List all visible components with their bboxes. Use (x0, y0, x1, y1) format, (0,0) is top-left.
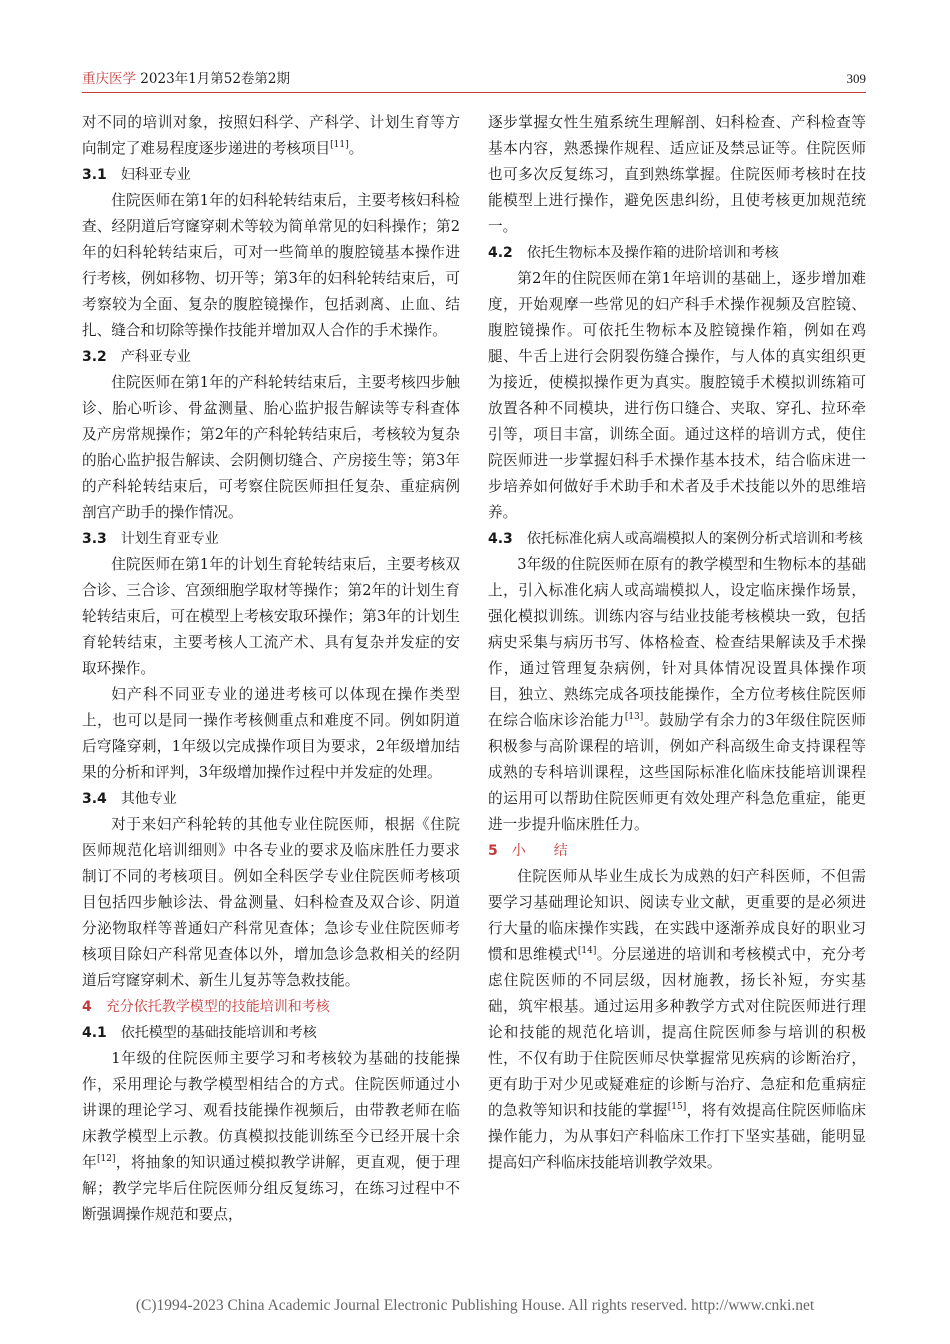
paragraph: 住院医师在第1年的产科轮转结束后，主要考核四步触诊、胎心听诊、骨盆测量、胎心监护报告解读等专科查体及产房常规操作；第2年的产科轮转结束后，考核较为复杂的胎心监护报告解读、会阴侧切缝合、产房接生等；第3年的产科轮转结束后，可考察住院医师担任复杂、重症病例剖宫产助手的操作情况。 (82, 374, 460, 521)
paragraph: 妇产科不同亚专业的递进考核可以体现在操作类型上，也可以是同一操作考核侧重点和难度不同。例如阴道后穹隆穿刺，1年级以完成操作项目为要求，2年级增加结果的分析和评判，3年级增加操作过程中并发症的处理。 (82, 686, 460, 781)
section-heading-3-4: 3.4 其他专业 (82, 791, 177, 807)
citation: [15] (667, 1102, 687, 1112)
paragraph: 住院医师从毕业生成长为成熟的妇产科医师，不但需要学习基础理论知识、阅读专业文献，更重要的是必须进行大量的临床操作实践，在实践中逐渐养成良好的职业习惯和思维模式[14]。分层递进的培训和考核模式中，充分考虑住院医师的不同层级，因材施教，扬长补短，夯实基础，筑牢根基。通过运用多种教学方式对住院医师进行理论和技能的规范化培训，提高住院医师参与培训的积极性，不仅有助于住院医师尽快掌握常见疾病的诊断治疗，更有助于对少见或疑难症的诊断与治疗、急症和危重病症的急救等知识和技能的掌握[15]，将有效提高住院医师临床操作能力，为从事妇产科临床工作打下坚实基础，能明显提高妇产科临床技能培训教学效果。 (488, 868, 866, 1171)
copyright-footer: (C)1994-2023 China Academic Journal Electronic Publishing House. All rights reserved. http://www.cnki.net (135, 1297, 815, 1314)
section-heading-3-2: 3.2 产科亚专业 (82, 349, 191, 365)
page-number: 309 (846, 71, 866, 86)
section-heading-4-3: 4.3 依托标准化病人或高端模拟人的案例分析式培训和考核 (488, 531, 863, 547)
citation: [12] (96, 1154, 116, 1164)
citation: [14] (577, 946, 597, 956)
section-heading-4-2: 4.2 依托生物标本及操作箱的进阶培训和考核 (488, 245, 779, 261)
issue-info: 2023年1月第52卷第2期 (140, 71, 291, 87)
paragraph: 对不同的培训对象，按照妇科学、产科学、计划生育等方向制定了难易程度逐步递进的考核项目[11]。 (82, 114, 460, 157)
section-heading-5: 5 小 结 (488, 843, 568, 859)
paragraph: 住院医师在第1年的计划生育轮转结束后，主要考核双合诊、三合诊、宫颈细胞学取材等操作；第2年的计划生育轮转结束后，可在模型上考核安取环操作；第3年的计划生育轮转结束，主要考核人工流产术、具有复杂并发症的安取环操作。 (82, 556, 460, 677)
journal-name: 重庆医学 (82, 71, 136, 87)
right-column (488, 110, 866, 1176)
paragraph: 对于来妇产科轮转的其他专业住院医师，根据《住院医师规范化培训细则》中各专业的要求及临床胜任力要求制订不同的考核项目。例如全科医学专业住院医师考核项目包括四步触诊法、骨盆测量、妇科检查及双合诊、阴道分泌物取样等普通妇产科常见查体；急诊专业住院医师考核项目除妇产科常见查体以外，增加急诊急救相关的经阴道后穹窿穿刺术、新生儿复苏等急救技能。 (82, 816, 460, 989)
section-heading-4-1: 4.1 依托模型的基础技能培训和考核 (82, 1025, 317, 1041)
left-column (82, 110, 460, 1228)
paragraph: 住院医师在第1年的妇科轮转结束后，主要考核妇科检查、经阴道后穹窿穿刺术等较为简单常见的妇科操作；第2年的妇科轮转结束后，可对一些简单的腹腔镜基本操作进行考核，例如移物、切开等；第3年的妇科轮转结束后，可考察较为全面、复杂的腹腔镜操作，包括剥离、止血、结扎、缝合和切除等操作技能并增加双人合作的手术操作。 (82, 192, 460, 339)
citation: [13] (624, 712, 644, 722)
section-heading-4: 4 充分依托教学模型的技能培训和考核 (82, 999, 330, 1015)
paragraph: 逐步掌握女性生殖系统生理解剖、妇科检查、产科检查等基本内容，熟悉操作规程、适应证及禁忌证等。住院医师也可多次反复练习，直到熟练掌握。住院医师考核时在技能模型上进行操作，避免医患纠纷，且使考核更加规范统一。 (488, 114, 866, 235)
section-heading-3-3: 3.3 计划生育亚专业 (82, 531, 219, 547)
paragraph: 第2年的住院医师在第1年培训的基础上，逐步增加难度，开始观摩一些常见的妇产科手术操作视频及宫腔镜、腹腔镜操作。可依托生物标本及腔镜操作箱，例如在鸡腿、牛舌上进行会阴裂伤缝合操作，与人体的真实组织更为接近，使模拟操作更为真实。腹腔镜手术模拟训练箱可放置各种不同模块，进行伤口缝合、夹取、穿孔、拉环牵引等，项目丰富，训练全面。通过这样的培训方式，使住院医师进一步掌握妇科手术操作基本技术，结合临床进一步培养如何做好手术助手和术者及手术技能以外的思维培养。 (488, 270, 866, 521)
paragraph: 3年级的住院医师在原有的教学模型和生物标本的基础上，引入标准化病人或高端模拟人，设定临床操作场景，强化模拟训练。训练内容与结业技能考核模块一致，包括病史采集与病历书写、体格检查、检查结果解读及手术操作，通过管理复杂病例，针对具体情况设置具体操作项目，独立、熟练完成各项技能操作，全方位考核住院医师在综合临床诊治能力[13]。鼓励学有余力的3年级住院医师积极参与高阶课程的培训，例如产科高级生命支持课程等成熟的专科培训课程，这些国际标准化临床技能培训课程的运用可以帮助住院医师更有效处理产科急危重症，能更进一步提升临床胜任力。 (488, 556, 866, 833)
citation: [11] (330, 140, 349, 150)
paragraph: 1年级的住院医师主要学习和考核较为基础的技能操作，采用理论与教学模型相结合的方式。住院医师通过小讲课的理论学习、观看技能操作视频后，由带教老师在临床教学模型上示教。仿真模拟技能训练至今已经开展十余年[12]，将抽象的知识通过模拟教学讲解，更直观，便于理解；教学完毕后住院医师分组反复练习，在练习过程中不断强调操作规范和要点， (82, 1050, 460, 1223)
running-header (82, 66, 866, 93)
section-heading-3-1: 3.1 妇科亚专业 (82, 167, 191, 183)
